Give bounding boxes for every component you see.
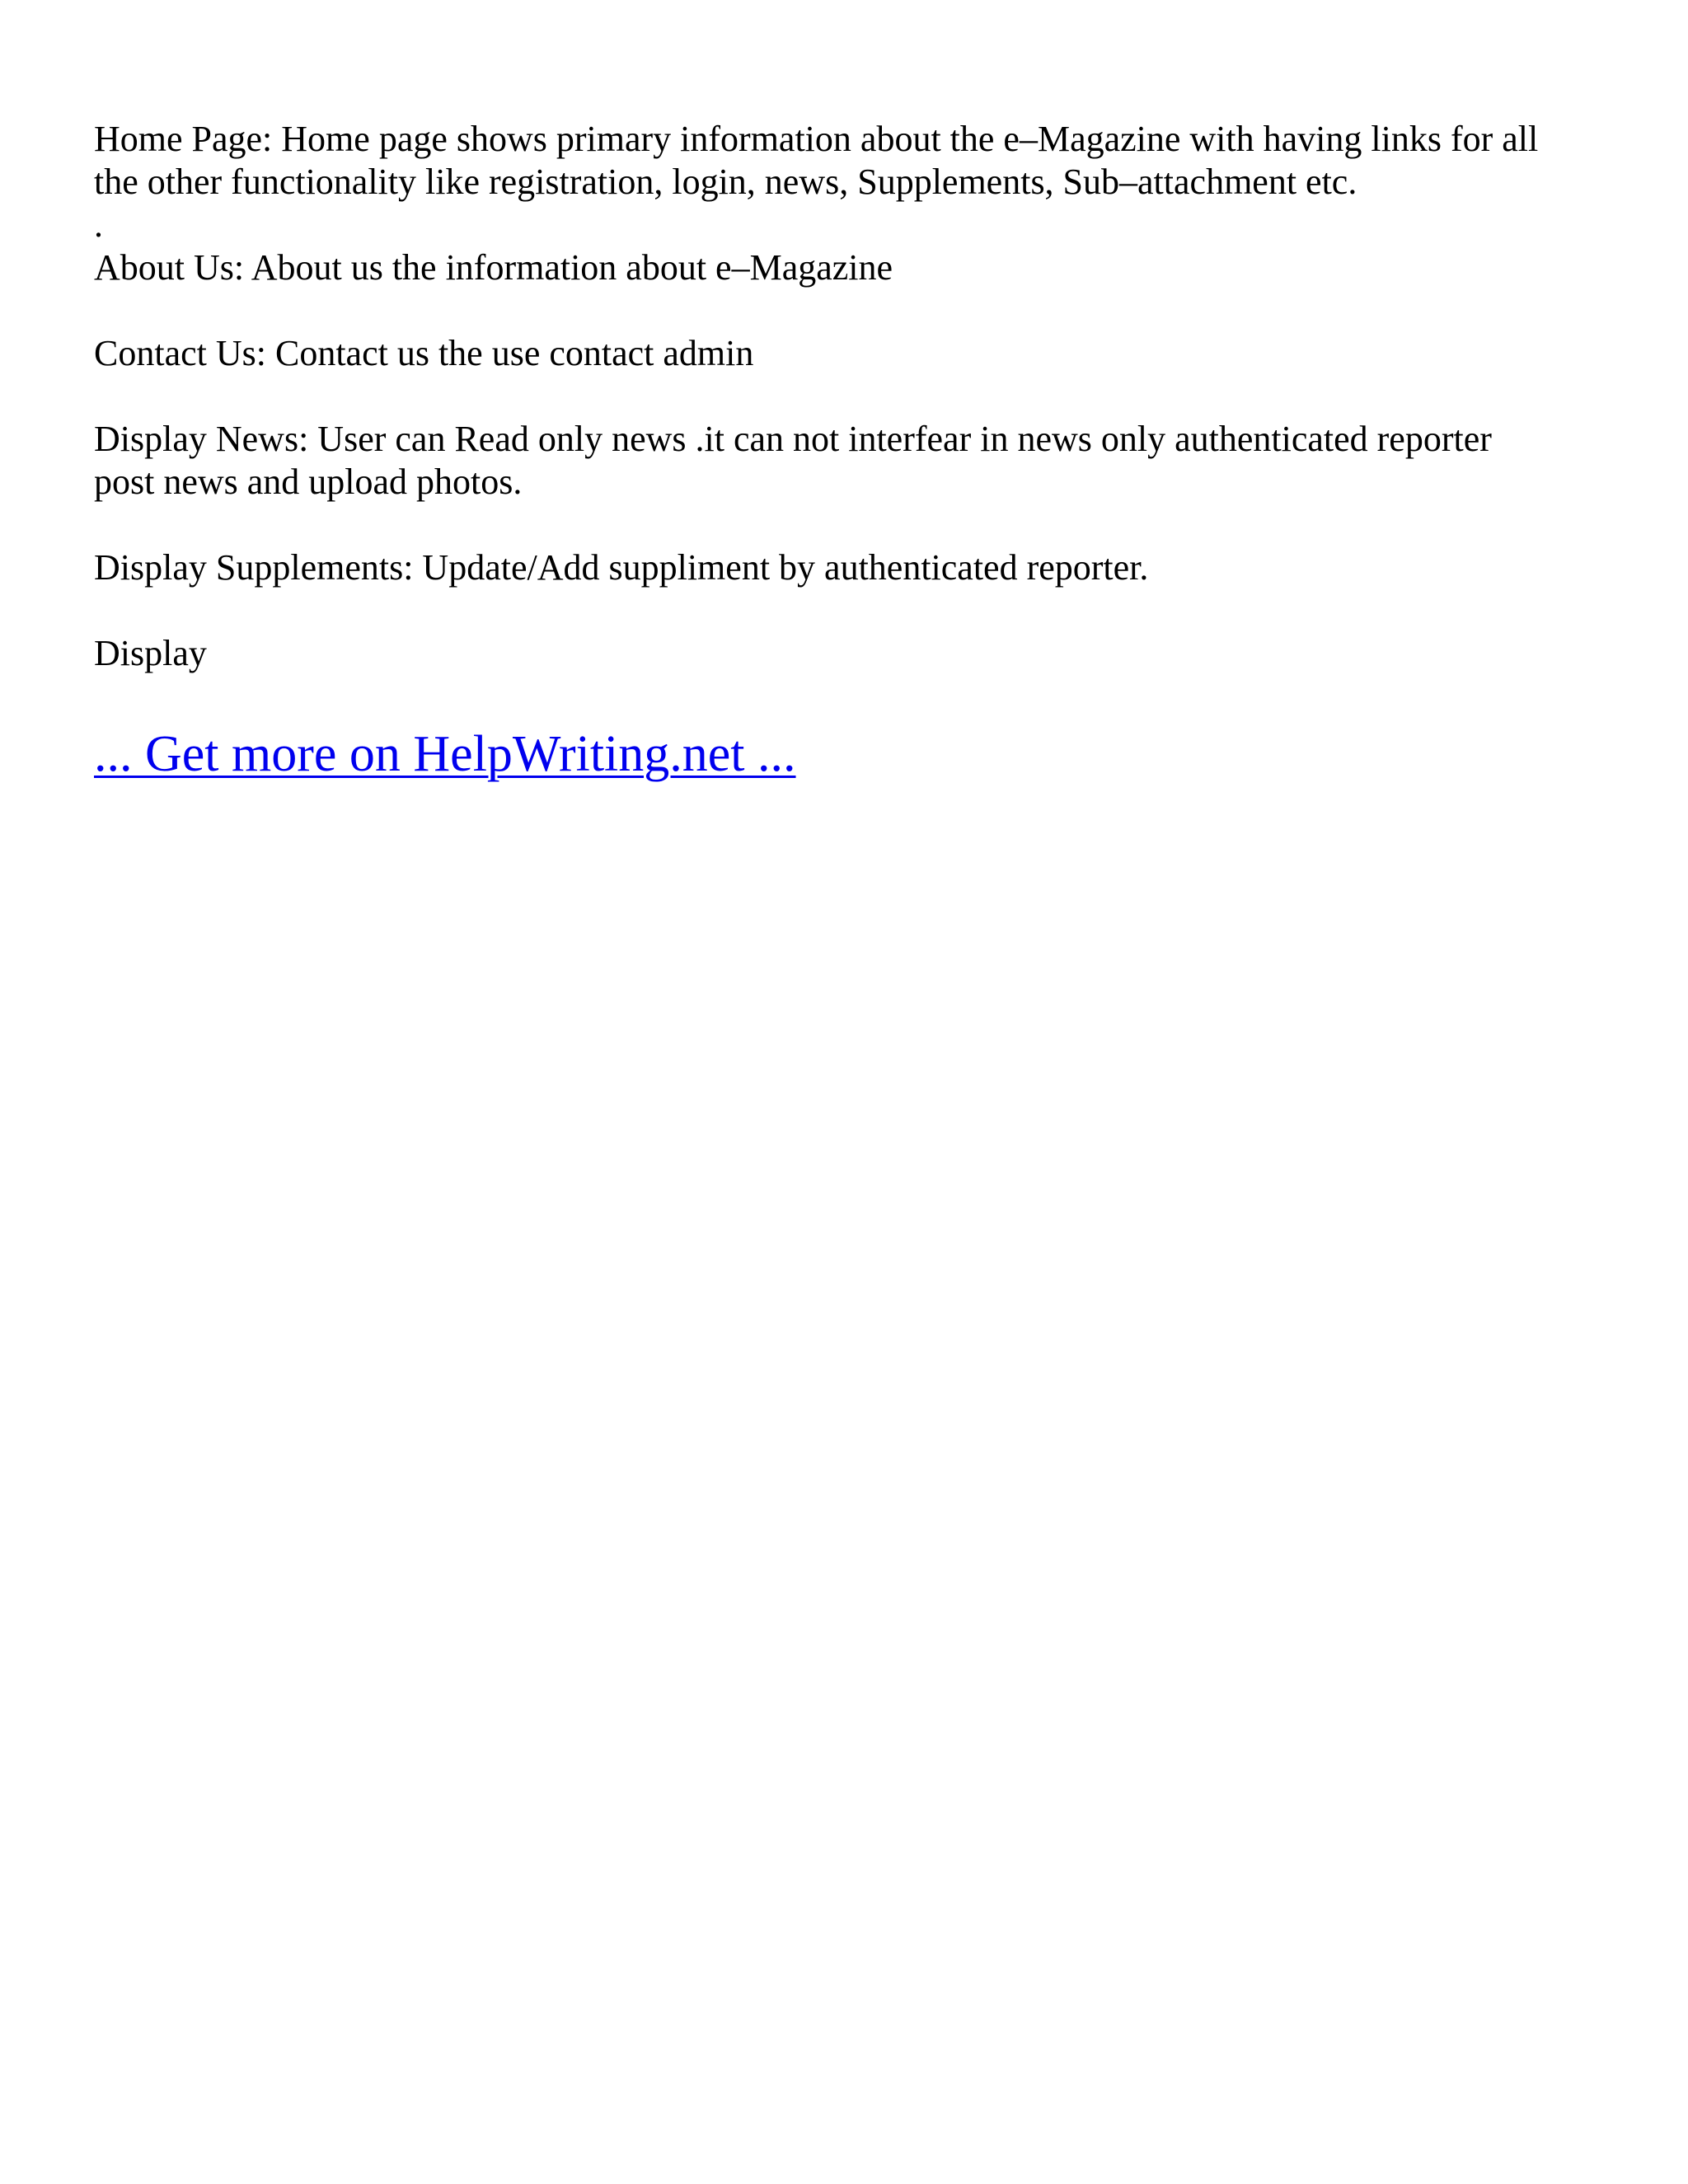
paragraph-spacer [94, 289, 1602, 332]
text-line: Contact Us: Contact us the use contact admin [94, 333, 754, 373]
paragraph-display-supplements [94, 546, 1602, 589]
paragraph-spacer [94, 375, 1602, 418]
text-line: the other functionality like registration, login, news, Supplements, Sub–attachment etc. [94, 162, 1357, 202]
paragraph-display [94, 632, 1602, 675]
text-line: post news and upload photos. [94, 462, 523, 502]
text-line: Display [94, 633, 207, 673]
paragraph-spacer [94, 504, 1602, 546]
paragraph-about-us [94, 246, 1602, 289]
document-page [94, 118, 1602, 784]
text-line: About Us: About us the information about e–Magazine [94, 247, 893, 288]
paragraph-spacer [94, 675, 1602, 724]
get-more-link[interactable]: ... Get more on HelpWriting.net ... [94, 726, 796, 782]
text-line: Home Page: Home page shows primary information about the e–Magazine with having links for all [94, 119, 1539, 159]
paragraph-contact-us [94, 332, 1602, 375]
paragraph-spacer [94, 589, 1602, 632]
text-line: Display Supplements: Update/Add suppliment by authenticated reporter. [94, 547, 1149, 588]
paragraph-home-page [94, 118, 1602, 246]
text-line: Display News: User can Read only news .it can not interfear in news only authenticated reporter [94, 419, 1492, 459]
paragraph-display-news [94, 418, 1602, 504]
text-line: . [94, 204, 103, 245]
